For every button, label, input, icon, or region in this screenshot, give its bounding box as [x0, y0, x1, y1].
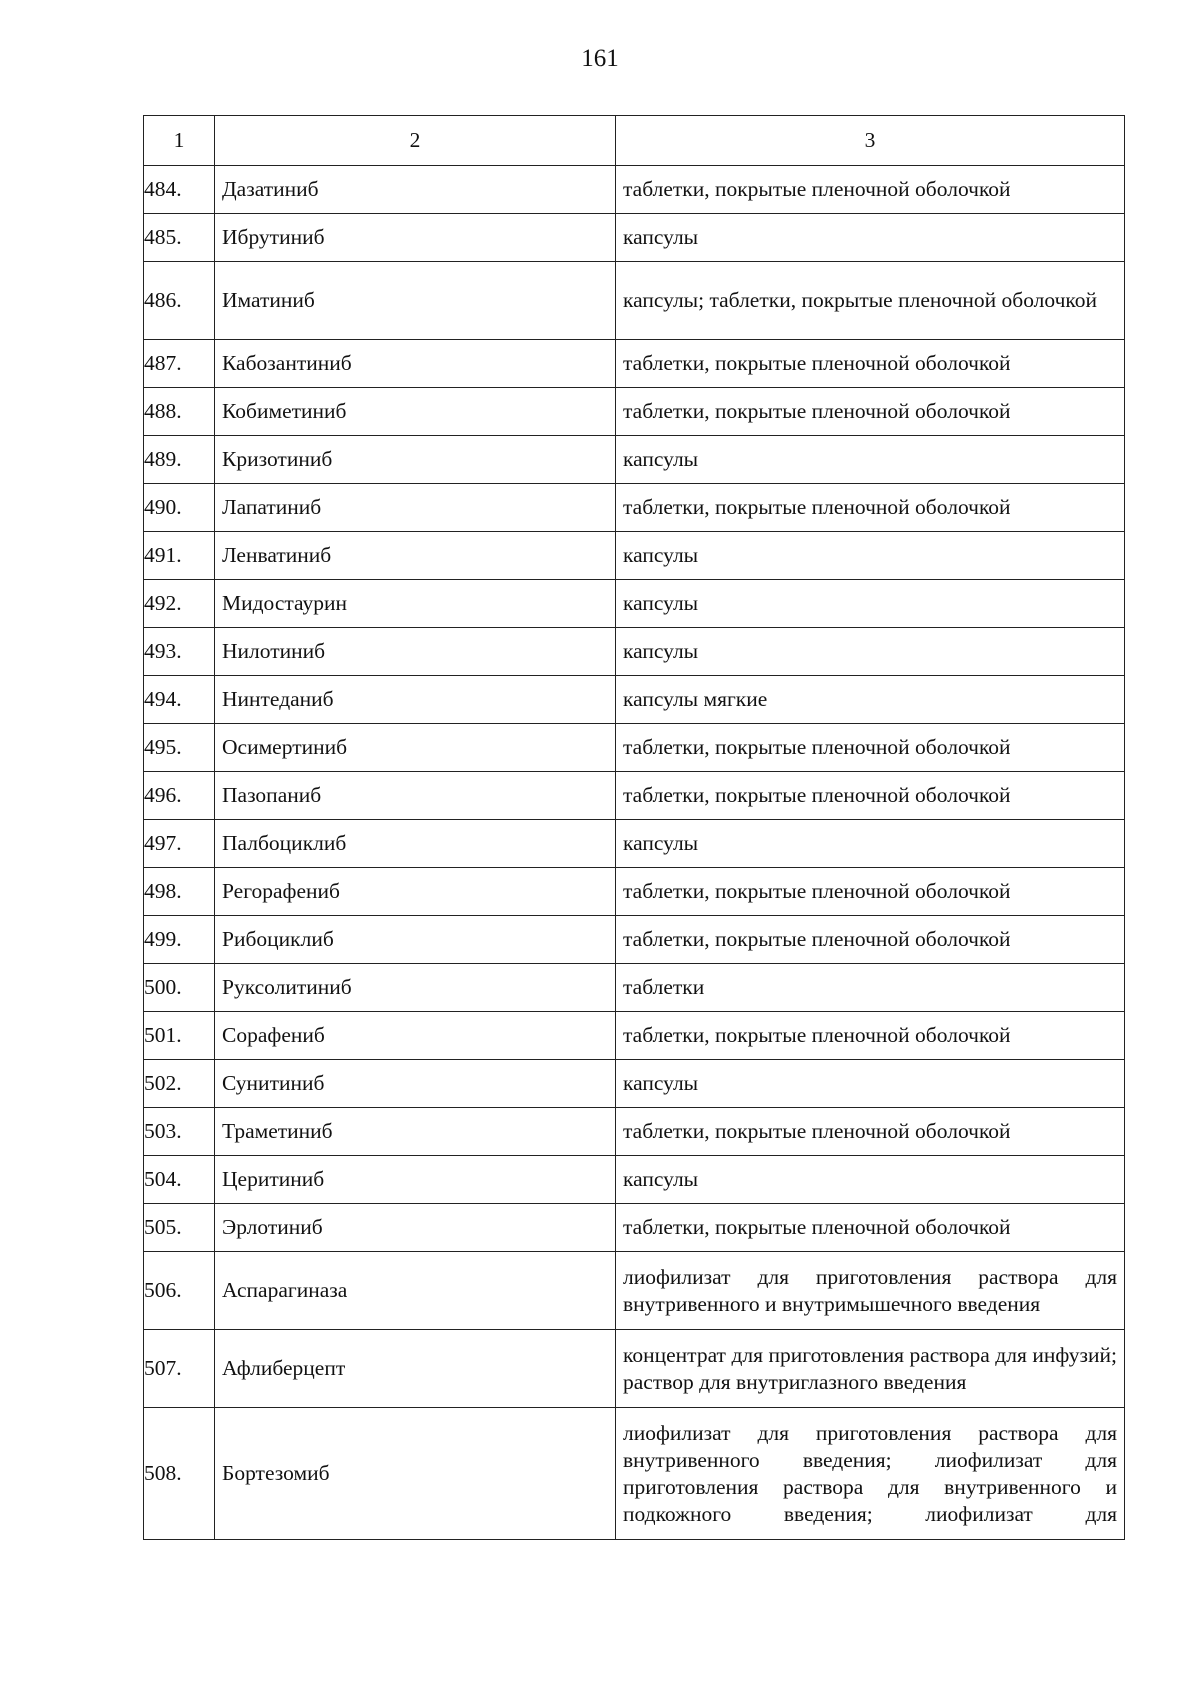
dosage-form: таблетки, покрытые пленочной оболочкой	[616, 484, 1125, 532]
dosage-form: капсулы	[616, 628, 1125, 676]
dosage-form: таблетки, покрытые пленочной оболочкой	[616, 340, 1125, 388]
table-row	[144, 772, 1125, 820]
drug-name: Аспарагиназа	[215, 1252, 616, 1330]
table-row	[144, 532, 1125, 580]
dosage-form: капсулы	[616, 820, 1125, 868]
dosage-form: лиофилизат для приготовления раствора для внутривенного введения; лиофилизат для приготовления раствора для внутривенного и подкожного введения; лиофилизат для	[616, 1408, 1125, 1540]
row-number: 487.	[144, 340, 215, 388]
drug-name: Нилотиниб	[215, 628, 616, 676]
row-number: 488.	[144, 388, 215, 436]
drug-name: Лапатиниб	[215, 484, 616, 532]
column-header-3: 3	[616, 116, 1125, 166]
table-row	[144, 1204, 1125, 1252]
drug-name: Кобиметиниб	[215, 388, 616, 436]
dosage-form: таблетки, покрытые пленочной оболочкой	[616, 724, 1125, 772]
row-number: 486.	[144, 262, 215, 340]
dosage-form: таблетки, покрытые пленочной оболочкой	[616, 1108, 1125, 1156]
dosage-form: капсулы	[616, 436, 1125, 484]
table-row	[144, 1012, 1125, 1060]
row-number: 495.	[144, 724, 215, 772]
drug-name: Пазопаниб	[215, 772, 616, 820]
dosage-form: капсулы	[616, 532, 1125, 580]
dosage-form: таблетки, покрытые пленочной оболочкой	[616, 1012, 1125, 1060]
dosage-form: капсулы	[616, 580, 1125, 628]
row-number: 508.	[144, 1408, 215, 1540]
table-row	[144, 262, 1125, 340]
drug-name: Сорафениб	[215, 1012, 616, 1060]
table-row	[144, 1408, 1125, 1540]
row-number: 500.	[144, 964, 215, 1012]
row-number: 491.	[144, 532, 215, 580]
drug-name: Эрлотиниб	[215, 1204, 616, 1252]
row-number: 498.	[144, 868, 215, 916]
row-number: 490.	[144, 484, 215, 532]
drug-name: Нинтеданиб	[215, 676, 616, 724]
table-row	[144, 166, 1125, 214]
drug-name: Афлиберцепт	[215, 1330, 616, 1408]
row-number: 496.	[144, 772, 215, 820]
row-number: 501.	[144, 1012, 215, 1060]
table-row	[144, 676, 1125, 724]
dosage-form: концентрат для приготовления раствора для инфузий; раствор для внутриглазного введения	[616, 1330, 1125, 1408]
drug-name: Церитиниб	[215, 1156, 616, 1204]
page-number: 161	[581, 45, 619, 72]
table-row	[144, 484, 1125, 532]
table-row	[144, 868, 1125, 916]
table-row	[144, 388, 1125, 436]
row-number: 503.	[144, 1108, 215, 1156]
row-number: 504.	[144, 1156, 215, 1204]
row-number: 493.	[144, 628, 215, 676]
table-row	[144, 436, 1125, 484]
drug-table	[143, 115, 1125, 1540]
table-row	[144, 1060, 1125, 1108]
drug-name: Сунитиниб	[215, 1060, 616, 1108]
table-row	[144, 820, 1125, 868]
column-header-2: 2	[215, 116, 616, 166]
dosage-form: таблетки, покрытые пленочной оболочкой	[616, 166, 1125, 214]
row-number: 484.	[144, 166, 215, 214]
dosage-form: капсулы	[616, 214, 1125, 262]
drug-name: Ибрутиниб	[215, 214, 616, 262]
table-header-row	[144, 116, 1125, 166]
drug-name: Рибоциклиб	[215, 916, 616, 964]
table-row	[144, 964, 1125, 1012]
dosage-form: таблетки	[616, 964, 1125, 1012]
row-number: 499.	[144, 916, 215, 964]
row-number: 507.	[144, 1330, 215, 1408]
drug-name: Кабозантиниб	[215, 340, 616, 388]
dosage-form: таблетки, покрытые пленочной оболочкой	[616, 916, 1125, 964]
row-number: 505.	[144, 1204, 215, 1252]
row-number: 494.	[144, 676, 215, 724]
drug-name: Дазатиниб	[215, 166, 616, 214]
row-number: 485.	[144, 214, 215, 262]
table-row	[144, 916, 1125, 964]
table-row	[144, 1108, 1125, 1156]
row-number: 492.	[144, 580, 215, 628]
table-row	[144, 724, 1125, 772]
dosage-form: капсулы	[616, 1156, 1125, 1204]
column-header-1: 1	[144, 116, 215, 166]
drug-name: Осимертиниб	[215, 724, 616, 772]
dosage-form: капсулы; таблетки, покрытые пленочной оболочкой	[616, 262, 1125, 340]
dosage-form: таблетки, покрытые пленочной оболочкой	[616, 388, 1125, 436]
drug-name: Палбоциклиб	[215, 820, 616, 868]
table-row	[144, 1252, 1125, 1330]
dosage-form: таблетки, покрытые пленочной оболочкой	[616, 868, 1125, 916]
dosage-form: лиофилизат для приготовления раствора для внутривенного и внутримышечного введения	[616, 1252, 1125, 1330]
row-number: 506.	[144, 1252, 215, 1330]
drug-name: Руксолитиниб	[215, 964, 616, 1012]
dosage-form: таблетки, покрытые пленочной оболочкой	[616, 1204, 1125, 1252]
row-number: 489.	[144, 436, 215, 484]
dosage-form: капсулы мягкие	[616, 676, 1125, 724]
drug-name: Иматиниб	[215, 262, 616, 340]
table-row	[144, 1156, 1125, 1204]
drug-name: Мидостаурин	[215, 580, 616, 628]
table-row	[144, 1330, 1125, 1408]
table-row	[144, 214, 1125, 262]
dosage-form: таблетки, покрытые пленочной оболочкой	[616, 772, 1125, 820]
table-row	[144, 628, 1125, 676]
drug-name: Кризотиниб	[215, 436, 616, 484]
drug-name: Регорафениб	[215, 868, 616, 916]
table-row	[144, 340, 1125, 388]
row-number: 497.	[144, 820, 215, 868]
dosage-form: капсулы	[616, 1060, 1125, 1108]
drug-name: Траметиниб	[215, 1108, 616, 1156]
drug-name: Ленватиниб	[215, 532, 616, 580]
table-row	[144, 580, 1125, 628]
row-number: 502.	[144, 1060, 215, 1108]
drug-name: Бортезомиб	[215, 1408, 616, 1540]
